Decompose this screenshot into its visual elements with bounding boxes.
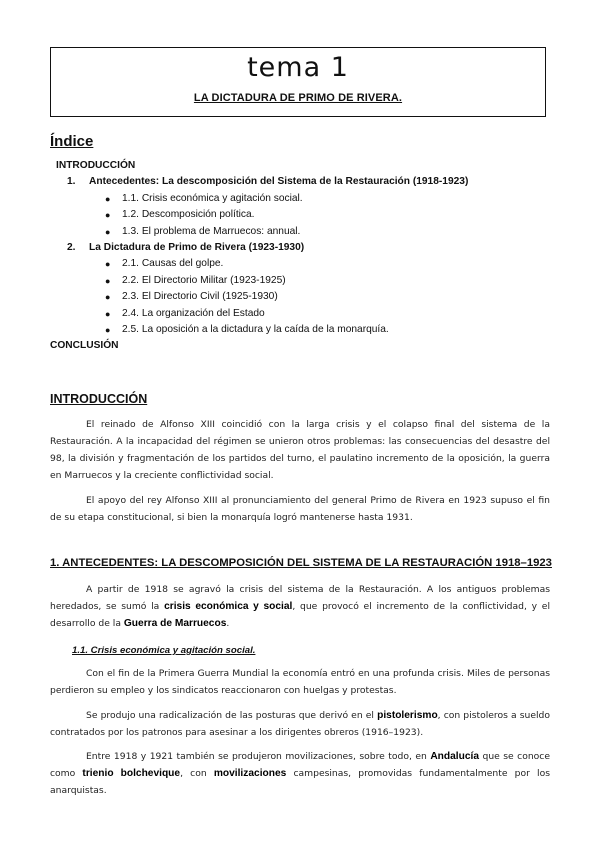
toc-item [105, 306, 550, 322]
intro-paragraph-2: El apoyo del rey Alfonso XIII al pronunciamiento del general Primo de Rivera en 1923 supuso el fin de su etapa constitucional, si bien la monarquía logró mantenerse hasta 1931. [50, 495, 550, 523]
bullet-icon: ● [105, 275, 111, 286]
bullet-icon: ● [105, 325, 111, 336]
bullet-icon: ● [105, 259, 111, 270]
toc-item-label: 2.3. El Directorio Civil (1925-1930) [122, 291, 278, 303]
bullet-icon: ● [105, 292, 111, 303]
toc-section-label: La Dictadura de Primo de Rivera (1923-1930) [89, 242, 305, 254]
bullet-icon: ● [105, 193, 111, 204]
paragraph-text: Entre 1918 y 1921 también se produjeron movilizaciones, sobre todo, en [86, 751, 431, 762]
toc-section-1 [67, 174, 550, 190]
toc-item-label: 1.2. Descomposición política. [122, 209, 255, 221]
intro-heading: INTRODUCCIÓN [50, 392, 148, 406]
toc-section-label: Antecedentes: La descomposición del Sistema de la Restauración (1918-1923) [89, 176, 469, 188]
paragraph-text: A partir de 1918 se agravó la crisis del sistema de la Restauración. A los antiguos problemas heredados, se sumó la [50, 584, 550, 612]
section-1-heading: 1. ANTECEDENTES: LA DESCOMPOSICIÓN DEL SISTEMA DE LA RESTAURACIÓN 1918–1923 [50, 557, 552, 569]
paragraph-text: campesinas, promovidas fundamentalmente por los anarquistas. [50, 768, 551, 796]
toc-number: 2. [67, 242, 76, 254]
table-of-contents [50, 158, 550, 355]
section-1-paragraph-3 [50, 707, 550, 741]
section-1-paragraph-4 [50, 748, 550, 799]
toc-item [105, 289, 550, 305]
document-subtitle: LA DICTADURA DE PRIMO DE RIVERA. [193, 92, 403, 104]
highlight-term: Andalucía [430, 751, 480, 762]
bullet-icon: ● [105, 308, 111, 319]
toc-item [105, 207, 550, 223]
highlight-term: pistolerismo [377, 710, 438, 721]
toc-item-label: 2.5. La oposición a la dictadura y la caída de la monarquía. [122, 324, 389, 336]
toc-item [105, 273, 550, 289]
index-heading: Índice [50, 133, 94, 150]
paragraph-text: . [226, 618, 230, 629]
section-1-paragraph-2: Con el fin de la Primera Guerra Mundial la economía entró en una profunda crisis. Miles de personas perdieron su empleo y los sindicatos reaccionaron con huelgas y protestas. [50, 668, 550, 696]
toc-item [105, 191, 550, 207]
highlight-term: trienio bolchevique [82, 768, 181, 779]
toc-item-label: 1.3. El problema de Marruecos: annual. [122, 225, 301, 237]
toc-item [105, 322, 550, 338]
title-box [50, 47, 546, 117]
bullet-icon: ● [105, 210, 111, 221]
toc-item-label: 2.4. La organización del Estado [122, 307, 265, 319]
toc-item-label: 2.2. El Directorio Militar (1923-1925) [122, 274, 286, 286]
subsection-1-1-heading: 1.1. Crisis económica y agitación social. [72, 645, 256, 656]
bullet-icon: ● [105, 226, 111, 237]
toc-item-label: 2.1. Causas del golpe. [122, 258, 224, 270]
paragraph-text: Se produjo una radicalización de las posturas que derivó en el [86, 710, 378, 721]
highlight-term: movilizaciones [213, 768, 287, 779]
toc-item [105, 256, 550, 272]
paragraph-text: , con [180, 768, 214, 779]
highlight-term: crisis económica y social [164, 601, 293, 612]
paragraph-text: que se conoce como [50, 751, 551, 779]
toc-item [105, 224, 550, 240]
toc-conclusion: CONCLUSIÓN [50, 340, 119, 352]
toc-number: 1. [67, 176, 76, 188]
paragraph-text: , con pistoleros a sueldo contratados por los patronos para asesinar a los dirigentes obreros (1916–1923). [50, 710, 551, 738]
section-1-paragraph-1 [50, 581, 550, 632]
toc-section-2 [67, 240, 550, 256]
document-title: tema 1 [247, 52, 349, 83]
paragraph-text: , que provocó el incremento de la conflictividad, y el desarrollo de la [50, 601, 550, 629]
intro-paragraph-1: El reinado de Alfonso XIII coincidió con la larga crisis y el colapso final del sistema de la Restauración. A la incapacidad del régimen se unieron otros problemas: las consecuencias del desastre del 98, la división y fragmentación de los partidos del turno, el paulatino incremento de la oposición, la guerra en Marruecos y la creciente conflictividad social. [50, 419, 550, 481]
toc-item-label: 1.1. Crisis económica y agitación social. [122, 192, 303, 204]
highlight-term: Guerra de Marruecos [123, 618, 227, 629]
toc-introduction: INTRODUCCIÓN [56, 160, 136, 171]
